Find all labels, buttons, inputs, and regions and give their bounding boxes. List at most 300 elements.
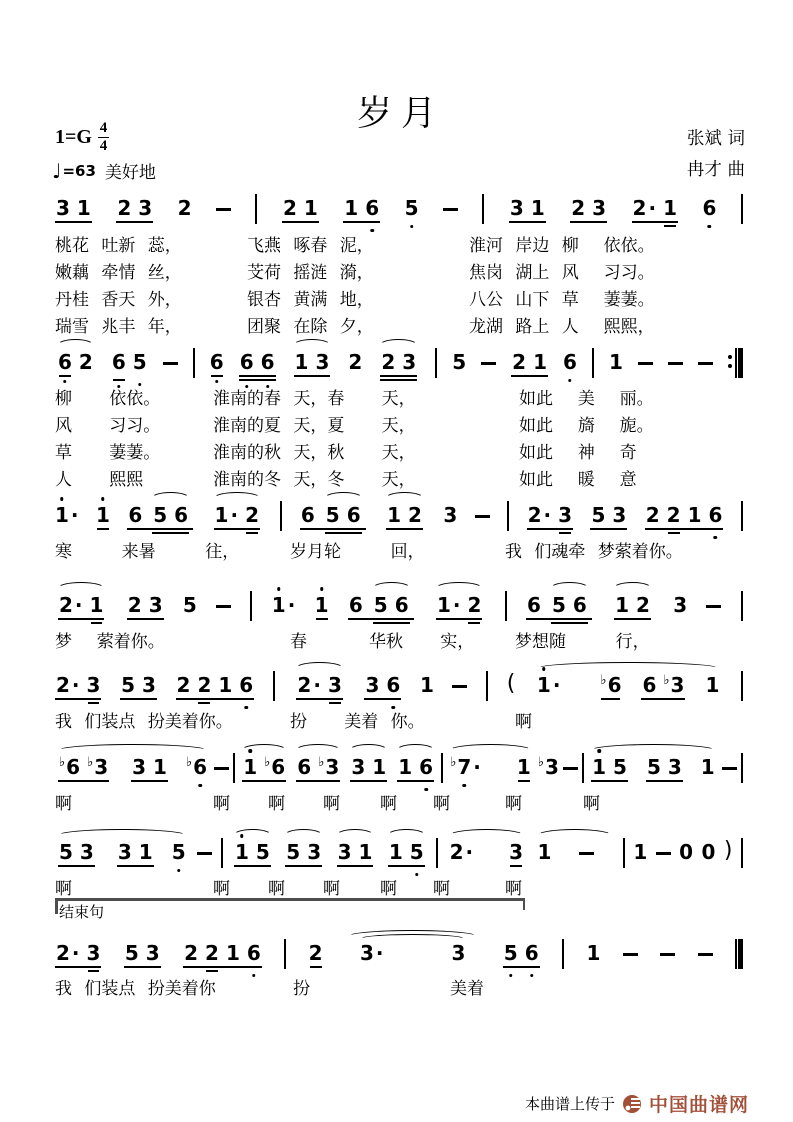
note xyxy=(600,674,621,696)
note-digit: 3 xyxy=(94,755,109,779)
lyric-segment: 啊 xyxy=(323,879,340,899)
lyric-row xyxy=(55,974,743,1001)
octave-dot-high xyxy=(320,587,324,591)
note xyxy=(612,504,626,526)
note-digit: 3 xyxy=(86,673,101,697)
note-digit: 5 xyxy=(551,593,566,617)
beam-group xyxy=(282,197,319,219)
note xyxy=(663,197,677,219)
bar-line xyxy=(233,753,235,783)
note-digit: 6 xyxy=(419,756,433,778)
octave-dot-low xyxy=(568,379,572,383)
quarter-note-icon: ♩ xyxy=(52,158,62,183)
credits xyxy=(687,124,745,186)
note-digit: 3 xyxy=(141,673,156,697)
spacer xyxy=(116,777,124,778)
beam-group xyxy=(380,351,417,373)
beam-group xyxy=(242,756,286,778)
beam-group xyxy=(614,594,651,616)
note-digit: 1 xyxy=(225,941,240,965)
note xyxy=(128,504,142,526)
slur-arc xyxy=(55,841,189,863)
lyric-segment: 美着 xyxy=(450,979,484,999)
note xyxy=(328,674,342,696)
note xyxy=(688,504,702,526)
note-digit: 3 xyxy=(327,673,342,697)
note-digit: 5 xyxy=(153,503,168,527)
ending-phrase-label: 结束句 xyxy=(59,903,105,921)
lyrics-block xyxy=(55,537,743,564)
lyric-row xyxy=(55,411,743,438)
note xyxy=(240,351,254,373)
note-digit: 6 xyxy=(58,351,72,373)
bar-line xyxy=(280,501,282,531)
note xyxy=(149,594,163,616)
final-bar-line xyxy=(735,939,743,969)
slur-arc xyxy=(385,841,428,863)
octave-dot-high xyxy=(101,497,105,501)
beam-group xyxy=(337,841,374,863)
note-digit: 6 xyxy=(563,351,577,373)
note-digit: 1 xyxy=(615,593,630,617)
slur-arc xyxy=(322,504,365,526)
slur-arc xyxy=(239,756,289,778)
note-digit: 6 xyxy=(174,503,189,527)
octave-dot-high xyxy=(277,587,281,591)
bar-line xyxy=(741,591,743,621)
duration-dash xyxy=(698,362,713,365)
augmentation-dot: · xyxy=(71,673,80,697)
note-digit: 2 xyxy=(56,941,70,965)
note-digit: 6 xyxy=(240,351,254,373)
duration-dash xyxy=(706,605,721,608)
slur-arc xyxy=(535,841,615,863)
note xyxy=(642,674,656,696)
note xyxy=(218,674,232,696)
flat-icon: ♭ xyxy=(537,755,544,770)
duration-dash xyxy=(579,852,594,855)
notation-line xyxy=(55,670,743,696)
note xyxy=(79,351,93,373)
note-digit: 6 xyxy=(271,755,286,779)
note xyxy=(153,756,167,778)
spacer xyxy=(488,777,510,778)
note xyxy=(121,674,135,696)
note xyxy=(437,594,461,616)
lyric-segment: 寒 来暑 往， xyxy=(55,542,240,562)
lyric-row xyxy=(55,285,743,312)
bar-line xyxy=(193,348,195,378)
octave-dot-high xyxy=(248,749,252,753)
slur-arc xyxy=(293,674,345,696)
lyric-segment: 柳 依依。 xyxy=(55,389,161,409)
note xyxy=(138,197,152,219)
note-digit: 0 xyxy=(701,840,716,864)
slur-arc xyxy=(55,756,210,778)
note xyxy=(646,504,660,526)
note xyxy=(226,942,240,964)
lyric-segment: 扮 美着 你。 xyxy=(290,712,425,732)
beam-group xyxy=(117,841,154,863)
beam-group xyxy=(152,504,189,526)
duration-dash xyxy=(216,208,231,211)
lyric-segment: 如此 旖 旎。 xyxy=(519,416,654,436)
note-digit: 5 xyxy=(286,840,301,864)
note xyxy=(210,351,224,373)
note xyxy=(679,841,693,863)
note xyxy=(527,594,541,616)
octave-dot-low xyxy=(708,225,712,229)
notation-line xyxy=(55,837,743,863)
note xyxy=(381,351,395,373)
beam-group xyxy=(111,351,148,373)
note-digit: 2 xyxy=(117,196,132,220)
slur-arc xyxy=(149,504,192,526)
note-digit: 1 xyxy=(705,673,720,697)
slur-arc xyxy=(611,594,654,616)
note-digit: 2 xyxy=(348,350,363,374)
note-digit: 1 xyxy=(344,196,359,220)
octave-dot-low xyxy=(215,380,219,384)
note xyxy=(709,504,723,526)
note-digit: 1 xyxy=(358,840,373,864)
lyric-segment: 团聚 在除 夕， xyxy=(247,317,374,337)
slur-arc xyxy=(345,942,480,964)
beam-group xyxy=(527,504,573,526)
note-digit: 7 xyxy=(457,756,471,778)
duration-dash xyxy=(481,362,496,365)
repeat-dot xyxy=(728,364,732,368)
beam-group xyxy=(436,594,482,616)
octave-dot-low xyxy=(198,784,202,788)
beam-group xyxy=(296,756,340,778)
beam-group xyxy=(591,756,628,778)
duration-dash xyxy=(698,953,713,956)
lyric-row xyxy=(55,707,743,734)
slur-arc xyxy=(55,594,107,616)
lyric-segment: 啊 xyxy=(583,794,600,814)
note xyxy=(450,756,481,778)
note-digit: 1 xyxy=(89,593,104,617)
note-digit: 5 xyxy=(121,673,135,697)
note-digit: 6 xyxy=(527,593,541,617)
note-digit: 3 xyxy=(325,755,340,779)
note-digit: 3 xyxy=(359,941,374,965)
lyrics-block xyxy=(55,384,743,492)
note-digit: 1 xyxy=(608,350,623,374)
note xyxy=(256,841,270,863)
note xyxy=(177,674,191,696)
note-digit: 6 xyxy=(66,755,81,779)
note-digit: 2 xyxy=(56,673,70,697)
note-digit: 2 xyxy=(666,503,681,527)
note xyxy=(307,841,321,863)
note xyxy=(301,504,315,526)
note-digit: 3 xyxy=(86,941,101,965)
note-digit: 6 xyxy=(525,942,539,964)
note-digit: 3 xyxy=(592,196,607,220)
lyric-segment: 淮南的春 天，春 天， xyxy=(213,389,416,409)
bar-line xyxy=(250,591,252,621)
octave-dot-high xyxy=(597,749,601,753)
lyric-row xyxy=(55,789,743,816)
key-label: 1=G xyxy=(55,125,92,148)
note xyxy=(142,674,156,696)
note-digit: 2 xyxy=(571,196,586,220)
beam-group xyxy=(343,197,380,219)
note xyxy=(125,942,139,964)
note xyxy=(146,942,160,964)
lyric-row xyxy=(55,874,743,901)
note-digit: 6 xyxy=(365,197,379,219)
note xyxy=(586,942,600,964)
note-digit: 6 xyxy=(709,504,723,526)
note xyxy=(326,504,340,526)
note xyxy=(419,756,433,778)
beam-group xyxy=(176,674,255,696)
lyric-segment: 我 们装点 扮美着你。 xyxy=(55,712,233,732)
augmentation-dot: · xyxy=(465,840,474,864)
duration-dash xyxy=(452,685,467,688)
note xyxy=(452,351,466,373)
beam-group xyxy=(503,942,540,964)
note xyxy=(118,841,132,863)
note-digit: 2 xyxy=(59,593,73,617)
bar-line xyxy=(741,838,743,868)
note xyxy=(239,674,253,696)
note xyxy=(592,756,606,778)
note-digit: 2 xyxy=(184,941,199,965)
note-digit: 1 xyxy=(700,755,715,779)
close-paren: ) xyxy=(723,838,733,863)
slur-arc xyxy=(293,756,343,778)
note xyxy=(59,841,73,863)
slur-arc xyxy=(231,841,274,863)
augmentation-dot: · xyxy=(230,503,239,527)
flat-icon: ♭ xyxy=(264,755,271,770)
beam-group xyxy=(214,504,260,526)
beam-group xyxy=(645,504,724,526)
note xyxy=(467,594,481,616)
lyrics-block xyxy=(55,874,743,901)
beam-group xyxy=(131,756,168,778)
time-signature-numerator: 4 xyxy=(99,120,108,136)
note-digit: 1 xyxy=(633,840,648,864)
note-digit: 2 xyxy=(467,593,482,617)
note xyxy=(673,594,687,616)
note xyxy=(172,841,186,863)
beam-group xyxy=(386,504,423,526)
note xyxy=(395,594,409,616)
note xyxy=(112,351,126,373)
slur-arc xyxy=(282,841,325,863)
beam-group xyxy=(234,841,271,863)
duration-dash xyxy=(214,767,229,770)
lyric-row xyxy=(55,438,743,465)
key-signature xyxy=(55,122,109,153)
time-signature xyxy=(98,122,109,153)
note xyxy=(315,594,329,616)
note xyxy=(358,841,372,863)
note xyxy=(702,197,716,219)
tempo-marking xyxy=(52,158,156,183)
bar-line xyxy=(741,501,743,531)
note xyxy=(272,594,296,616)
lyric-segment: 啊 xyxy=(433,794,450,814)
note xyxy=(318,756,339,778)
note-digit: 1 xyxy=(294,350,309,374)
note-digit: 6 xyxy=(607,673,622,697)
duration-dash xyxy=(623,953,638,956)
augmentation-dot: · xyxy=(74,593,83,617)
beam-group xyxy=(239,351,276,373)
note xyxy=(132,756,146,778)
beam-group xyxy=(526,594,592,616)
note-digit: 3 xyxy=(509,840,524,864)
note xyxy=(512,351,526,373)
spacer xyxy=(690,777,694,778)
bar-line xyxy=(562,939,564,969)
note xyxy=(96,504,110,526)
note-digit: 5 xyxy=(613,755,627,779)
beam-group xyxy=(325,504,362,526)
note-digit: 1 xyxy=(586,941,601,965)
note-digit: 1 xyxy=(537,674,551,696)
note-digit: 6 xyxy=(346,503,361,527)
beam-group xyxy=(55,942,101,964)
note-digit: 1 xyxy=(388,840,403,864)
slur-arc xyxy=(394,756,437,778)
note-digit: 1 xyxy=(153,755,167,779)
note xyxy=(56,942,80,964)
slur-arc xyxy=(211,504,263,526)
note-digit: 3 xyxy=(307,840,322,864)
note xyxy=(563,351,577,373)
note xyxy=(705,674,719,696)
beam-group xyxy=(183,942,262,964)
slur-arc xyxy=(334,841,377,863)
augmentation-dot: · xyxy=(287,593,296,617)
note xyxy=(386,674,400,696)
beam-group xyxy=(124,942,161,964)
lyric-segment: 啊 xyxy=(268,794,285,814)
footer xyxy=(525,1090,749,1117)
note xyxy=(87,674,101,696)
note xyxy=(56,197,70,219)
note-digit: 1 xyxy=(530,196,545,220)
lyric-segment: 春 华秋 实， xyxy=(290,632,475,652)
lyric-segment: 银杏 黄满 地， xyxy=(247,290,374,310)
beam-group xyxy=(350,756,387,778)
note-digit: 1 xyxy=(272,594,286,616)
expression-text: 美好地 xyxy=(104,163,156,183)
lyric-segment: 芠荷 摇涟 漪， xyxy=(247,263,374,283)
note xyxy=(174,504,188,526)
note-digit: 2 xyxy=(308,941,323,965)
note xyxy=(591,504,605,526)
note-digit: 3 xyxy=(138,196,153,220)
bar-line xyxy=(273,671,275,701)
slur-arc xyxy=(55,351,96,373)
time-signature-denominator: 4 xyxy=(99,137,108,154)
note-digit: 2 xyxy=(177,196,192,220)
lyric-row xyxy=(55,465,743,492)
beam-group xyxy=(348,594,414,616)
note xyxy=(309,942,323,964)
note-digit: 0 xyxy=(679,840,694,864)
note xyxy=(235,841,249,863)
slur-arc xyxy=(347,756,390,778)
note xyxy=(365,674,379,696)
note-digit: 6 xyxy=(128,503,143,527)
duration-dash xyxy=(722,767,737,770)
note xyxy=(295,351,309,373)
lyric-segment: 啊 xyxy=(380,879,397,899)
beam-group xyxy=(127,504,193,526)
lyric-segment: 如此 美 丽。 xyxy=(519,389,654,409)
slur-arc xyxy=(548,594,591,616)
beam-group xyxy=(632,197,678,219)
note-digit: 3 xyxy=(117,840,132,864)
lyric-segment: 啊 xyxy=(505,879,522,899)
note-digit: 6 xyxy=(112,351,126,373)
bar-line xyxy=(741,753,743,783)
note-digit: 1 xyxy=(96,504,110,526)
beam-group xyxy=(296,674,342,696)
note-digit: 1 xyxy=(687,503,702,527)
flat-icon: ♭ xyxy=(318,755,325,770)
note-digit: 3 xyxy=(673,593,688,617)
beam-group xyxy=(646,756,683,778)
note xyxy=(286,841,300,863)
duration-dash xyxy=(197,852,212,855)
note-digit: 5 xyxy=(124,941,139,965)
slur-arc xyxy=(433,594,485,616)
note xyxy=(59,756,80,778)
lyric-segment: 淮南的冬 天，冬 天， xyxy=(213,470,416,490)
note xyxy=(592,197,606,219)
note xyxy=(504,942,518,964)
bar-line xyxy=(441,753,443,783)
note xyxy=(186,756,207,778)
lyrics-block xyxy=(55,231,743,339)
note-digit: 5 xyxy=(373,593,388,617)
notation-line xyxy=(55,590,743,616)
note-digit: 5 xyxy=(255,840,270,864)
slur-arc xyxy=(534,674,723,696)
note xyxy=(58,351,72,373)
note xyxy=(538,756,559,778)
duration-dash xyxy=(656,852,671,855)
duration-dash xyxy=(475,515,490,518)
beam-group xyxy=(58,594,104,616)
note-digit: 6 xyxy=(261,351,275,373)
note-digit: 1 xyxy=(516,755,531,779)
lyric-segment: 啊 xyxy=(515,712,532,732)
note xyxy=(408,504,422,526)
beam-group xyxy=(570,197,607,219)
note xyxy=(197,674,211,696)
note-digit: 5 xyxy=(172,841,186,863)
bar-line xyxy=(592,348,594,378)
note-digit: 5 xyxy=(405,197,419,219)
note xyxy=(402,351,416,373)
note-digit: 5 xyxy=(591,503,606,527)
notation-line xyxy=(55,193,743,219)
spacer xyxy=(601,862,611,863)
spacer xyxy=(692,695,698,696)
note xyxy=(537,674,561,696)
